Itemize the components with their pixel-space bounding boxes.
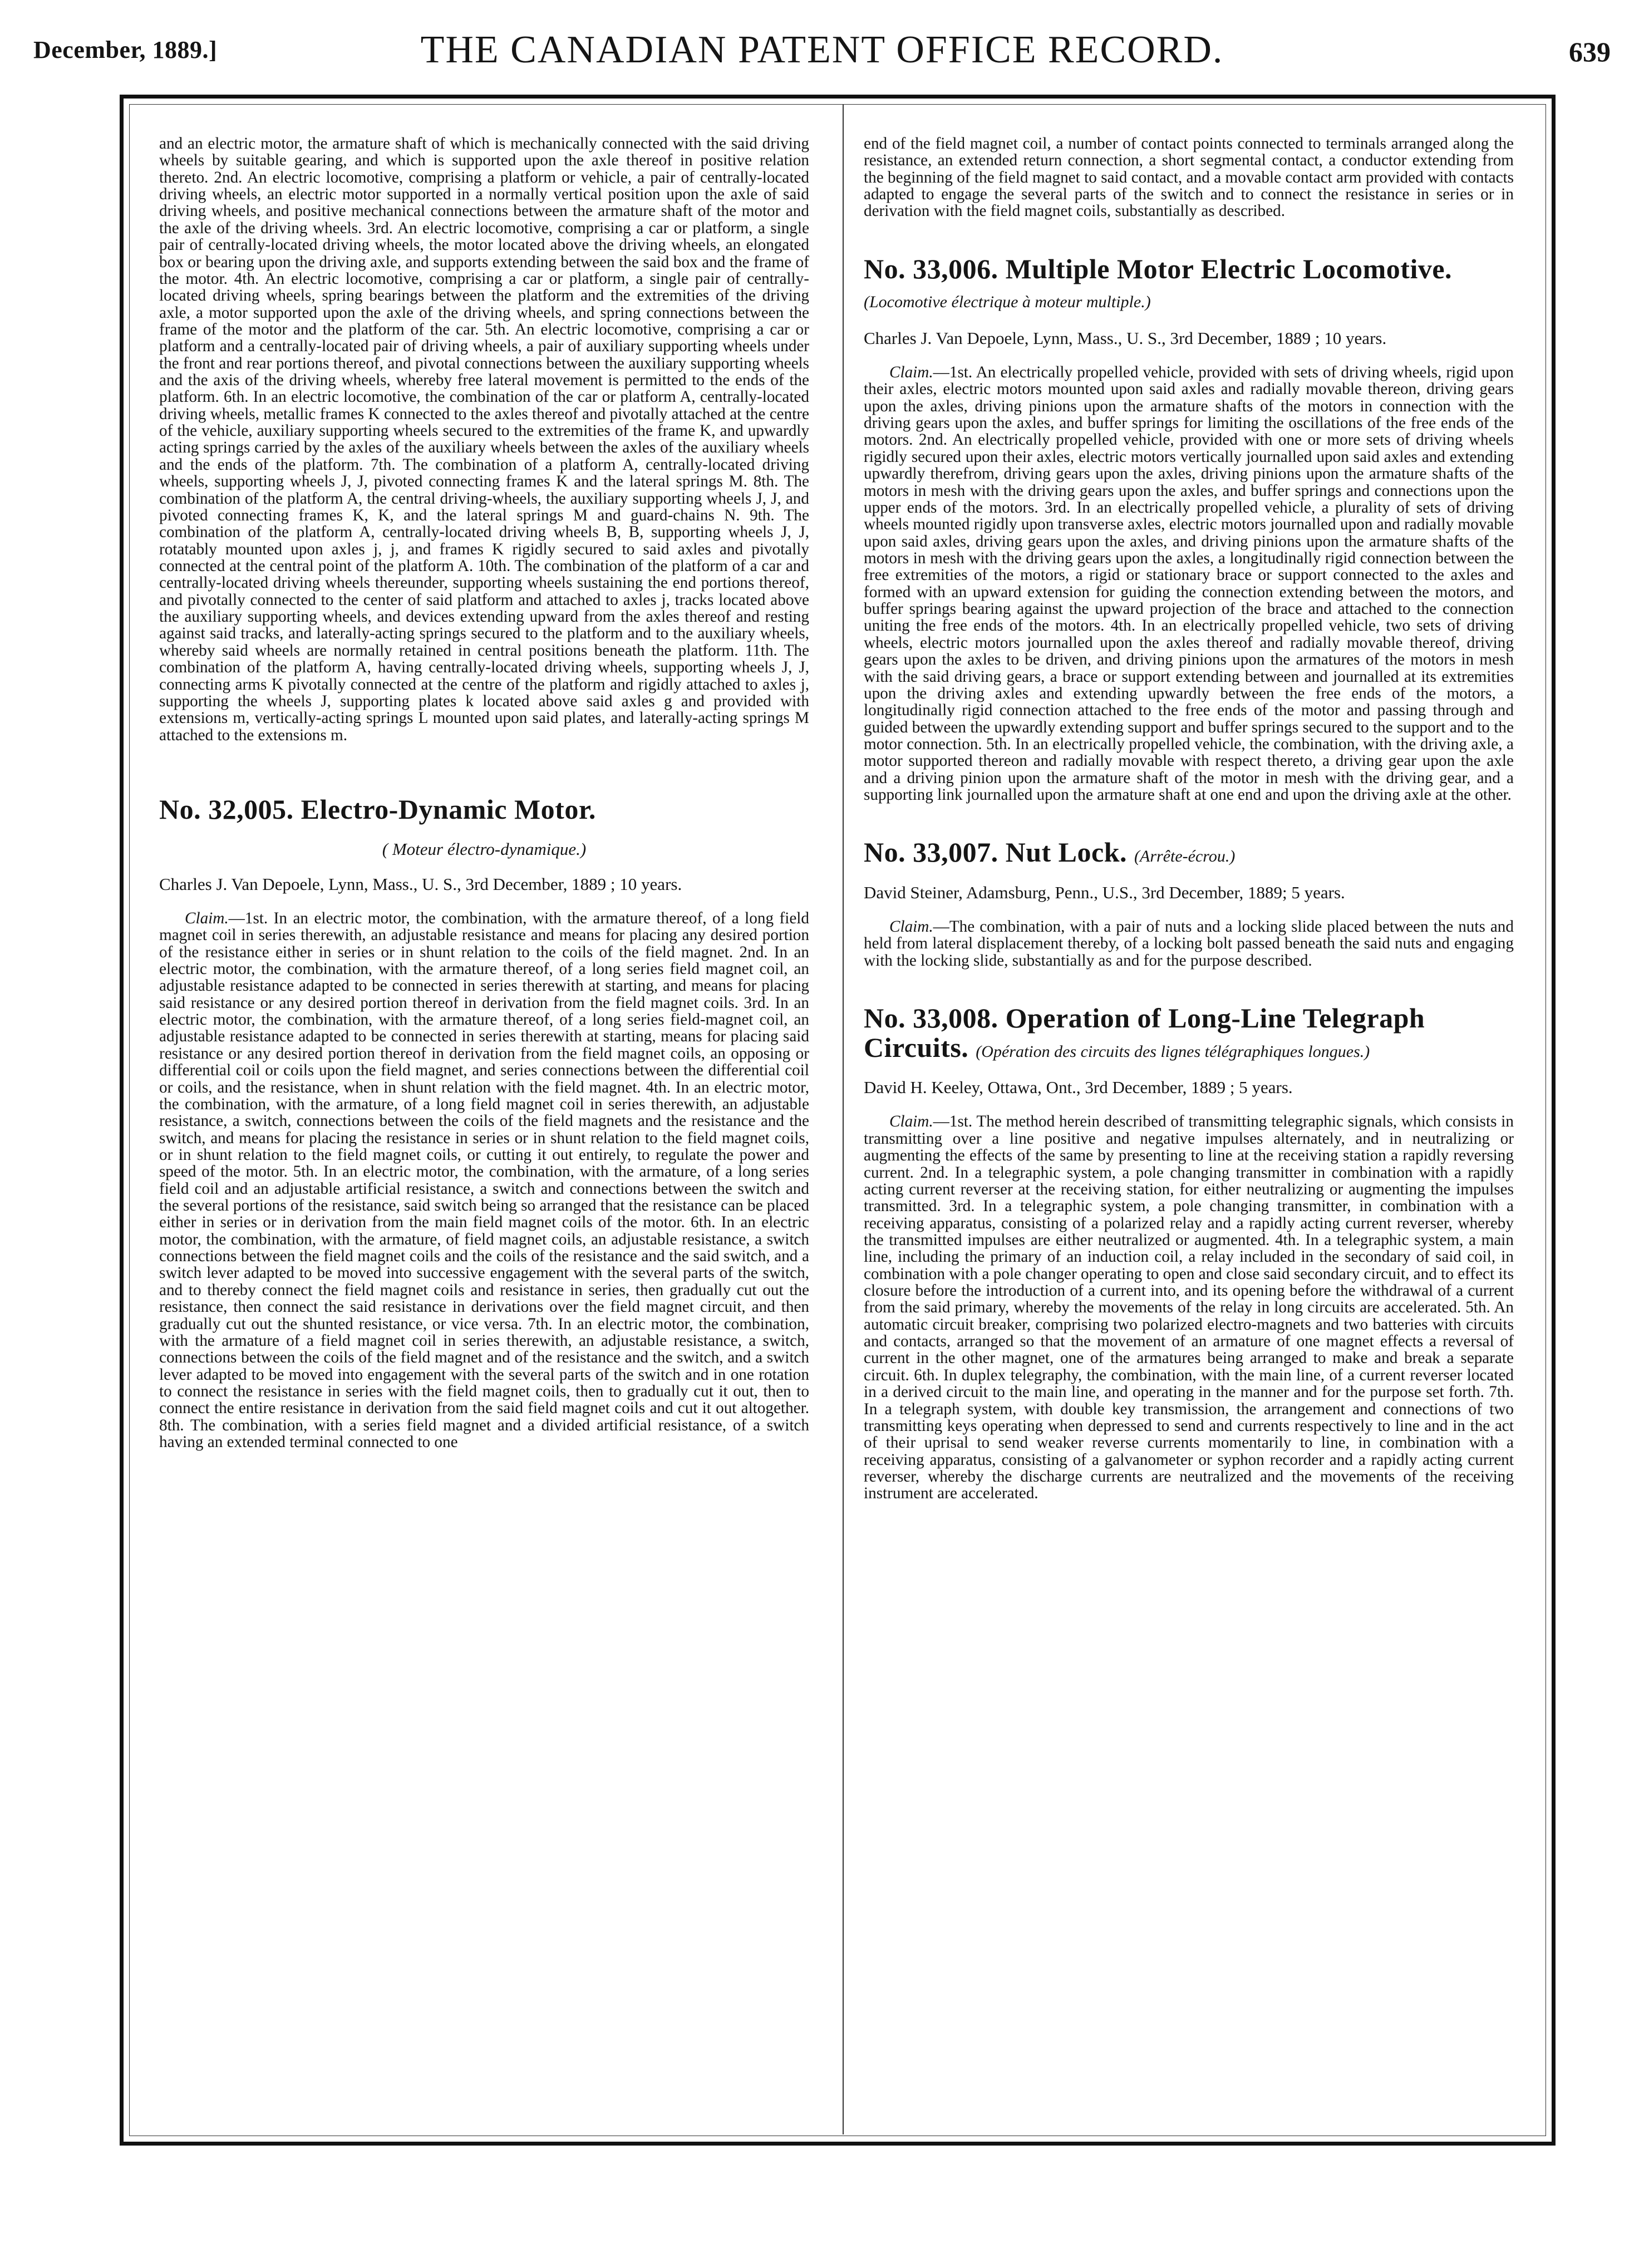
patent-claims-33006: [864, 364, 1514, 803]
page-header: [33, 28, 1611, 89]
patent-french-title-33007: (Arrête-écrou.): [1134, 847, 1236, 866]
patent-grantee-33006: Charles J. Van Depoele, Lynn, Mass., U. S., 3rd December, 1889 ; 10 years.: [864, 328, 1387, 348]
patent-grantee-33008: David H. Keeley, Ottawa, Ont., 3rd December, 1889 ; 5 years.: [864, 1078, 1293, 1098]
claim-text: —1st. In an electric motor, the combination, with the armature thereof, of a long field magnet coil in series therewith, an adjustable resistance and means for placing any desired portion of the resistance either in series or in shunt relation to the coils of the field magnet. 2nd. In an electric motor, the combination, with the armature thereof, of a long series field magnet coil, an adjustable resistance adapted to be connected in series therewith at starting, and means for placing said resistance or any desired portion thereof in derivation from the field magnet coils. 3rd. In an electric motor, the combination, with the armature thereof, of a long series field-magnet coil, an adjustable resistance adapted to be connected in series therewith at starting, means for placing said resistance or any desired portion thereof in derivation from the field magnet coils, an opposing or differential coil or coils upon the field magnet, and series connections between the differential coil or coils, and the resistance, when in shunt relation with the field magnet. 4th. In an electric motor, the combination, with the armature, of a long field magnet coil in series therewith, an adjustable resistance, a switch, connections between the coils of the field magnets and the resistance and the switch, and means for placing the resistance in series or in shunt relation to the field magnet coils, or in shunt relation to the field magnet coils, or cutting it out entirely, to regulate the power and speed of the motor. 5th. In an electric motor, the combination, with the armature, of a long series field coil and an adjustable artificial resistance, a switch and connections between the switch and the several portions of the resistance, said switch being so arranged that the resistance can be placed either in series or in derivation from the main field magnet coils of the motor. 6th. In an electric motor, the combination, with the armature, of field magnet coils, an adjustable resistance, a switch connections between the field magnet coils and the coils of the resistance and the said switch, and a switch lever adapted to be moved into successive engagement with the several parts of the switch, and to thereby connect the field magnet coils and resistance in series, then gradually cut out the resistance, then connect the said resistance in derivations over the field magnet circuit, and then gradually cut out the shunted resistance, or vice versa. 7th. In an electric motor, the combination, with the armature of a field magnet coil in series therewith, an adjustable resistance, a switch, connections between the coils of the field magnet and of the resistance and the switch, and a switch lever adapted to be moved into engagement with the several parts of the switch and in one rotation to connect the resistance in series with the field magnet coils, then to gradually cut it out, then to connect the entire resistance in derivation from the said field magnet coils and cut it out altogether. 8th. The combination, with a series field magnet and a divided artificial resistance, of a switch having an extended terminal connected to one: [159, 909, 809, 1452]
patent-grantee-33007: David Steiner, Adamsburg, Penn., U.S., 3rd December, 1889; 5 years.: [864, 882, 1345, 902]
claim-text: —1st. An electrically propelled vehicle, provided with sets of driving wheels, rigid upon their axles, electric motors mounted upon said axles and radially movable thereon, driving gears upon the axles, driving pinions upon the armature shafts of the motors in connection with the driving gears upon the axles, and buffer springs for limiting the oscillations of the free ends of the motors. 2nd. An electrically propelled vehicle, provided with one or more sets of driving wheels rigidly secured upon their axles, electric motors vertically journalled upon said axles and extending upwardly therefrom, driving gears upon the axles, driving pinions upon the armature shafts of the motors in mesh with the driving gears upon the axles, and buffer springs and connections upon the upper ends of the motors. 3rd. In an electrically propelled vehicle, a plurality of sets of driving wheels mounted rigidly upon transverse axles, electric motors journalled upon and radially movable upon said axles, driving gears upon the axles, and driving pinions upon the armature shafts of the motors in mesh with the driving gears upon the axles, a longitudinally rigid connection between the free extremities of the motors, a rigid or stationary brace or support connected to the axles and formed with an upward extension for guiding the connection extending between the motors, and buffer springs bearing against the upward projection of the brace and attached to the connection uniting the free ends of the motors. 4th. In an electrically propelled vehicle, two sets of driving wheels, electric motors journalled upon the axles thereof and radially movable thereof, driving gears upon the axles to be driven, and driving pinions upon the armatures of the motors in mesh with the said driving gears, a brace or support extending between and journalled at its extremities upon the driving axles and extending upwardly between the free ends of the motors, a longitudinally rigid connection attached to the free ends of the motor and passing through and guided between the upwardly extending support and buffer springs secured to the support and to the motor connection. 5th. In an electrically propelled vehicle, the combination, with the driving axle, a motor supported thereon and radially movable with respect thereto, a driving gear upon the axle and a driving pinion upon the armature shaft of the motor in mesh with the driving gear, and a supporting link journalled upon the armature shaft at one end and upon the driving axle at the other.: [864, 363, 1514, 804]
right-column: [864, 135, 1514, 1502]
patent-heading-32005: No. 32,005. Electro-Dynamic Motor.: [159, 793, 596, 825]
claim-text: —1st. The method herein described of transmitting telegraphic signals, which consists in transmitting over a line positive and negative impulses alternately, and in neutralizing or augmenting the effects of the same by presenting to line at the receiving station a rapidly reversing current. 2nd. In a telegraphic system, a pole changing transmitter in combination with a rapidly acting current reverser at the receiving station, for either neutralizing or augmenting the impulses transmitted. 3rd. In a telegraphic system, a pole changing transmitter, in combination with a receiving apparatus, consisting of a polarized relay and a rapidly acting current reverser, whereby the transmitted impulses are either neutralized or augmented. 4th. In a telegraphic system, a main line, including the primary of an induction coil, a relay included in the secondary of said coil, in combination with a pole changer operating to open and close said secondary circuit, and to effect its closure before the introduction of a current into, and its opening before the withdrawal of a current from the said primary, whereby the movements of the relay in long circuits are accelerated. 5th. An automatic circuit breaker, comprising two polarized electro-magnets and two batteries with circuits and contacts, arranged so that the movement of an armature of one magnet effects a reversal of current in the other magnet, one of the armatures being arranged to make and break a separate circuit. 6th. In duplex telegraphy, the combination, with the main line, of a current reverser located in a derived circuit to the main line, and operating in the manner and for the purpose set forth. 7th. In a telegraph system, with double key transmission, the arrangement and connections of two transmitting keys operating when depressed to send and currents respectively to line and in the act of their uprisal to send weaker reverse currents momentarily to line, in combination with a receiving apparatus, consisting of a galvanometer or syphon recorder and a rapidly acting current reverser, whereby the discharge currents are neutralized and the movements of the receiving instrument are accelerated.: [864, 1113, 1514, 1503]
patent-french-title-32005: ( Moteur électro-dynamique.): [382, 839, 587, 859]
patent-heading-33007: No. 33,007. Nut Lock. (Arrête-écrou.): [864, 837, 1236, 868]
patent-claims-33007: [864, 918, 1514, 969]
page-number: 639: [1569, 36, 1611, 67]
patent-grantee-32005: Charles J. Van Depoele, Lynn, Mass., U. S., 3rd December, 1889 ; 10 years.: [159, 874, 682, 894]
patent-claims-32005: [159, 910, 809, 1451]
claim-label: Claim.: [889, 1113, 933, 1131]
patent-heading-33008: No. 33,008. Operation of Long-Line Telegraph Circuits. (Opération des circuits des lignes télégraphiques longues.): [864, 1002, 1425, 1063]
claim-label: Claim.: [185, 909, 229, 927]
column-divider: [843, 104, 844, 2134]
continued-claims-text: end of the field magnet coil, a number of contact points connected to terminals arranged along the resistance, an extended return connection, a short segmental contact, a conductor extending from the beginning of the field magnet to said contact, and a movable contact arm provided with contacts adapted to engage the several parts of the switch and to connect the resistance in series or in derivation with the field magnet coils, substantially as described.: [864, 135, 1514, 220]
continued-claims-text: and an electric motor, the armature shaft of which is mechanically connected with the said driving wheels by suitable gearing, and which is supported upon the axle thereof in positive relation thereto. 2nd. An electric locomotive, comprising a platform or vehicle, a pair of centrally-located driving wheels, an electric motor supported in a normally vertical position upon the axle of said driving wheels, and positive mechanical connections between the armature shaft of the motor and the axle of the driving wheels. 3rd. An electric locomotive, comprising a car or platform, a single pair of centrally-located driving wheels, the motor located above the driving wheels, an elongated box or bearing upon the driving axle, and supports extending between the said box and the frame of the motor. 4th. An electric locomotive, comprising a car or platform, a single pair of centrally-located driving wheels, spring bearings between the platform and the extremities of the driving axle, a motor supported upon the axle of the driving wheels, and spring connections between the frame of the motor and the platform of the car. 5th. An electric locomotive, comprising a car or platform and a centrally-located pair of driving wheels, a pair of auxiliary supporting wheels under the front and rear portions thereof, and pivotal connections between the auxiliary supporting wheels and the axis of the driving wheels, whereby free lateral movement is permitted to the ends of the platform. 6th. In an electric locomotive, the combination of the car or platform A, centrally-located driving wheels, metallic frames K connected to the axles thereof and pivotally attached at the centre of the vehicle, auxiliary supporting wheels secured to the extremities of the frame K, and upwardly acting springs carried by the axles of the auxiliary wheels between the axles of the auxiliary wheels and the ends of the platform. 7th. The combination of a platform A, centrally-located driving wheels, supporting wheels J, J, pivoted connecting frames K and the lateral springs M. 8th. The combination of the platform A, the central driving-wheels, the auxiliary supporting wheels J, J, and pivoted connecting frames K, K, and the lateral springs M and guard-chains N. 9th. The combination of the platform A, centrally-located driving wheels B, B, supporting wheels J, J, rotatably mounted upon axles j, j, and frames K rigidly secured to said axles and pivotally connected at the central point of the platform A. 10th. The combination of the platform of a car and centrally-located driving wheels thereunder, supporting wheels sustaining the end portions thereof, and pivotally connected to the center of said platform and attached to axles j, tracks located above the auxiliary supporting wheels, and devices extending upward from the axles thereof and resting against said tracks, and laterally-acting springs secured to the platform and to the auxiliary wheels, whereby said wheels are normally retained in central positions beneath the platform. 11th. The combination of the platform A, having centrally-located driving wheels, supporting wheels J, J, connecting arms K pivotally connected at the centre of the platform and rigidly attached to axles j, supporting the wheels J, supporting plates k located above said axles g and provided with extensions m, vertically-acting springs L mounted upon said plates, and laterally-acting springs M attached to the extensions m.: [159, 135, 809, 744]
issue-date: December, 1889.]: [33, 36, 218, 63]
patent-heading-33006: No. 33,006. Multiple Motor Electric Locomotive. (Locomotive électrique à moteur multiple.): [864, 253, 1453, 312]
claim-text: —The combination, with a pair of nuts and a locking slide placed between the nuts and held from lateral displacement thereby, of a locking bolt passed beneath the said nuts and engaging with the locking slide, substantially as and for the purpose described.: [864, 918, 1514, 970]
claim-label: Claim.: [889, 918, 933, 936]
journal-title: THE CANADIAN PATENT OFFICE RECORD.: [420, 28, 1224, 71]
patent-french-title-33008: (Opération des circuits des lignes télégraphiques longues.): [976, 1042, 1370, 1061]
patent-claims-33008: [864, 1113, 1514, 1502]
page-frame: [120, 95, 1556, 2146]
patent-french-title-33006: (Locomotive électrique à moteur multiple.): [864, 293, 1151, 312]
left-column: [159, 135, 809, 1450]
claim-label: Claim.: [889, 363, 933, 382]
